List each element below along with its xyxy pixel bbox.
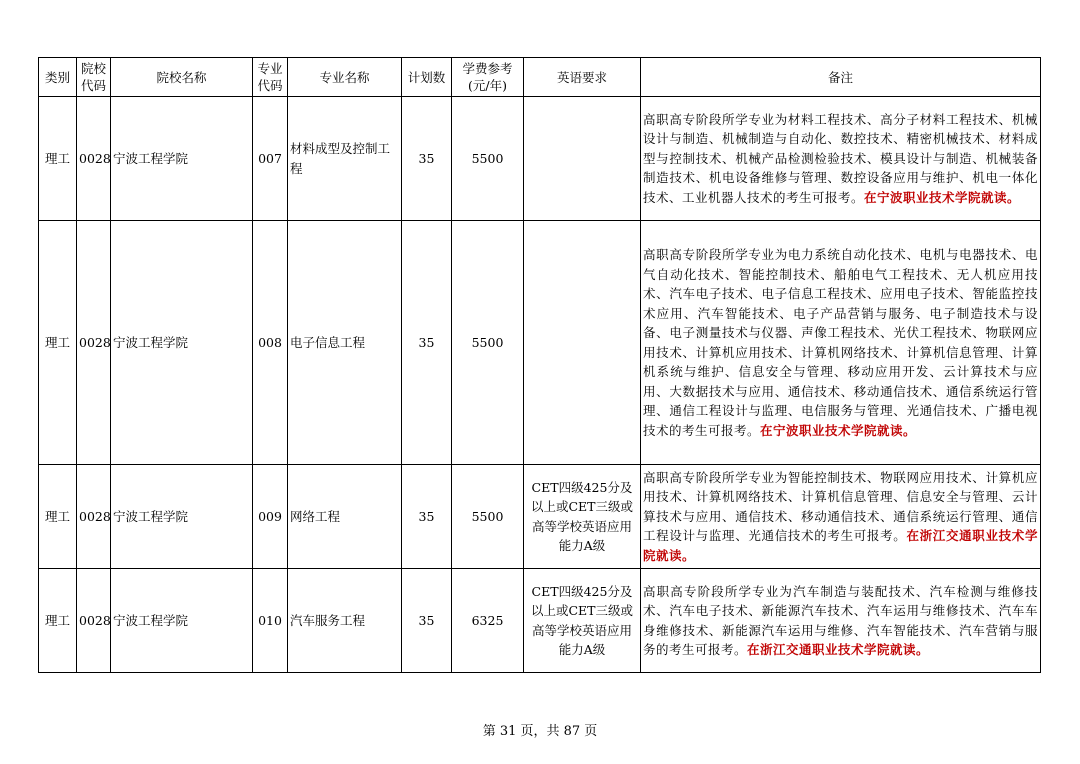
cell-category: 理工 [39, 465, 77, 569]
cell-school-code: 0028 [77, 465, 111, 569]
cell-remark [641, 569, 1041, 673]
header-major-code: 专业 代码 [253, 58, 288, 97]
cell-tuition: 5500 [452, 465, 524, 569]
cell-major-code: 009 [253, 465, 288, 569]
cell-school-code: 0028 [77, 97, 111, 221]
remark-text: 高职高专阶段所学专业为材料工程技术、高分子材料工程技术、机械设计与制造、机械制造与自动化、数控技术、精密机械技术、材料成型与控制技术、机械产品检测检验技术、模具设计与制造、机械装备制造技术、机电设备维修与管理、数控设备应用与维护、机电一体化技术、工业机器人技术的考生可报考。 [643, 111, 1038, 205]
remark-campus: 在浙江交通职业技术学院就读。 [643, 528, 1038, 563]
cell-tuition: 5500 [452, 97, 524, 221]
remark-text: 高职高专阶段所学专业为电力系统自动化技术、电机与电器技术、电气自动化技术、智能控制技术、船舶电气工程技术、无人机应用技术、汽车电子技术、电子信息工程技术、应用电子技术、智能监控技术应用、汽车智能技术、电子产品营销与服务、电子制造技术与设备、电子测量技术与仪器、声像工程技术、光伏工程技术、物联网应用技术、计算机应用技术、计算机网络技术、计算机信息管理、计算机系统与维护、信息安全与管理、移动应用开发、云计算技术与应用、大数据技术与应用、通信技术、移动通信技术、通信系统运行管理、通信工程设计与监理、电信服务与管理、光通信技术、广播电视技术的考生可报考。 [643, 247, 1038, 438]
cell-major-name: 材料成型及控制工程 [288, 97, 402, 221]
cell-english: CET四级425分及以上或CET三级或高等学校英语应用能力A级 [524, 569, 641, 673]
cell-school-name: 宁波工程学院 [111, 465, 253, 569]
cell-major-name: 电子信息工程 [288, 221, 402, 465]
remark-text: 高职高专阶段所学专业为智能控制技术、物联网应用技术、计算机应用技术、计算机网络技术、计算机信息管理、信息安全与管理、云计算技术与应用、通信技术、移动通信技术、通信系统运行管理、通信工程设计与监理、光通信技术的考生可报考。 [643, 469, 1038, 544]
table-row [39, 97, 1041, 221]
header-school-code: 院校 代码 [77, 58, 111, 97]
cell-school-name: 宁波工程学院 [111, 569, 253, 673]
cell-major-name: 汽车服务工程 [288, 569, 402, 673]
cell-major-name: 网络工程 [288, 465, 402, 569]
remark-text: 高职高专阶段所学专业为汽车制造与装配技术、汽车检测与维修技术、汽车电子技术、新能源汽车技术、汽车运用与维修技术、汽车车身维修技术、新能源汽车运用与维修、汽车智能技术、汽车营销与服务的考生可报考。 [643, 583, 1038, 657]
cell-major-code: 010 [253, 569, 288, 673]
remark-campus: 在宁波职业技术学院就读。 [864, 189, 1021, 205]
cell-category: 理工 [39, 221, 77, 465]
header-plan-count: 计划数 [402, 58, 452, 97]
cell-school-code: 0028 [77, 221, 111, 465]
cell-school-code: 0028 [77, 569, 111, 673]
remark-campus: 在浙江交通职业技术学院就读。 [747, 642, 930, 657]
cell-major-code: 007 [253, 97, 288, 221]
table-row [39, 465, 1041, 569]
header-category: 类别 [39, 58, 77, 97]
cell-plan: 35 [402, 569, 452, 673]
header-major-name: 专业名称 [288, 58, 402, 97]
cell-remark [641, 97, 1041, 221]
cell-tuition: 5500 [452, 221, 524, 465]
cell-school-name: 宁波工程学院 [111, 97, 253, 221]
table-header [39, 58, 1041, 97]
table-row [39, 569, 1041, 673]
remark-campus: 在宁波职业技术学院就读。 [760, 422, 917, 438]
header-remarks: 备注 [641, 58, 1041, 97]
cell-category: 理工 [39, 569, 77, 673]
cell-plan: 35 [402, 465, 452, 569]
cell-school-name: 宁波工程学院 [111, 221, 253, 465]
header-school-name: 院校名称 [111, 58, 253, 97]
table-row [39, 221, 1041, 465]
cell-category: 理工 [39, 97, 77, 221]
cell-english [524, 97, 641, 221]
cell-plan: 35 [402, 221, 452, 465]
cell-plan: 35 [402, 97, 452, 221]
header-english: 英语要求 [524, 58, 641, 97]
cell-major-code: 008 [253, 221, 288, 465]
cell-english [524, 221, 641, 465]
page-number-footer: 第 31 页，共 87 页 [482, 724, 598, 739]
cell-tuition: 6325 [452, 569, 524, 673]
cell-english: CET四级425分及以上或CET三级或高等学校英语应用能力A级 [524, 465, 641, 569]
header-tuition: 学费参考 (元/年) [452, 58, 524, 97]
cell-remark [641, 465, 1041, 569]
enrollment-table [38, 57, 1041, 673]
cell-remark [641, 221, 1041, 465]
